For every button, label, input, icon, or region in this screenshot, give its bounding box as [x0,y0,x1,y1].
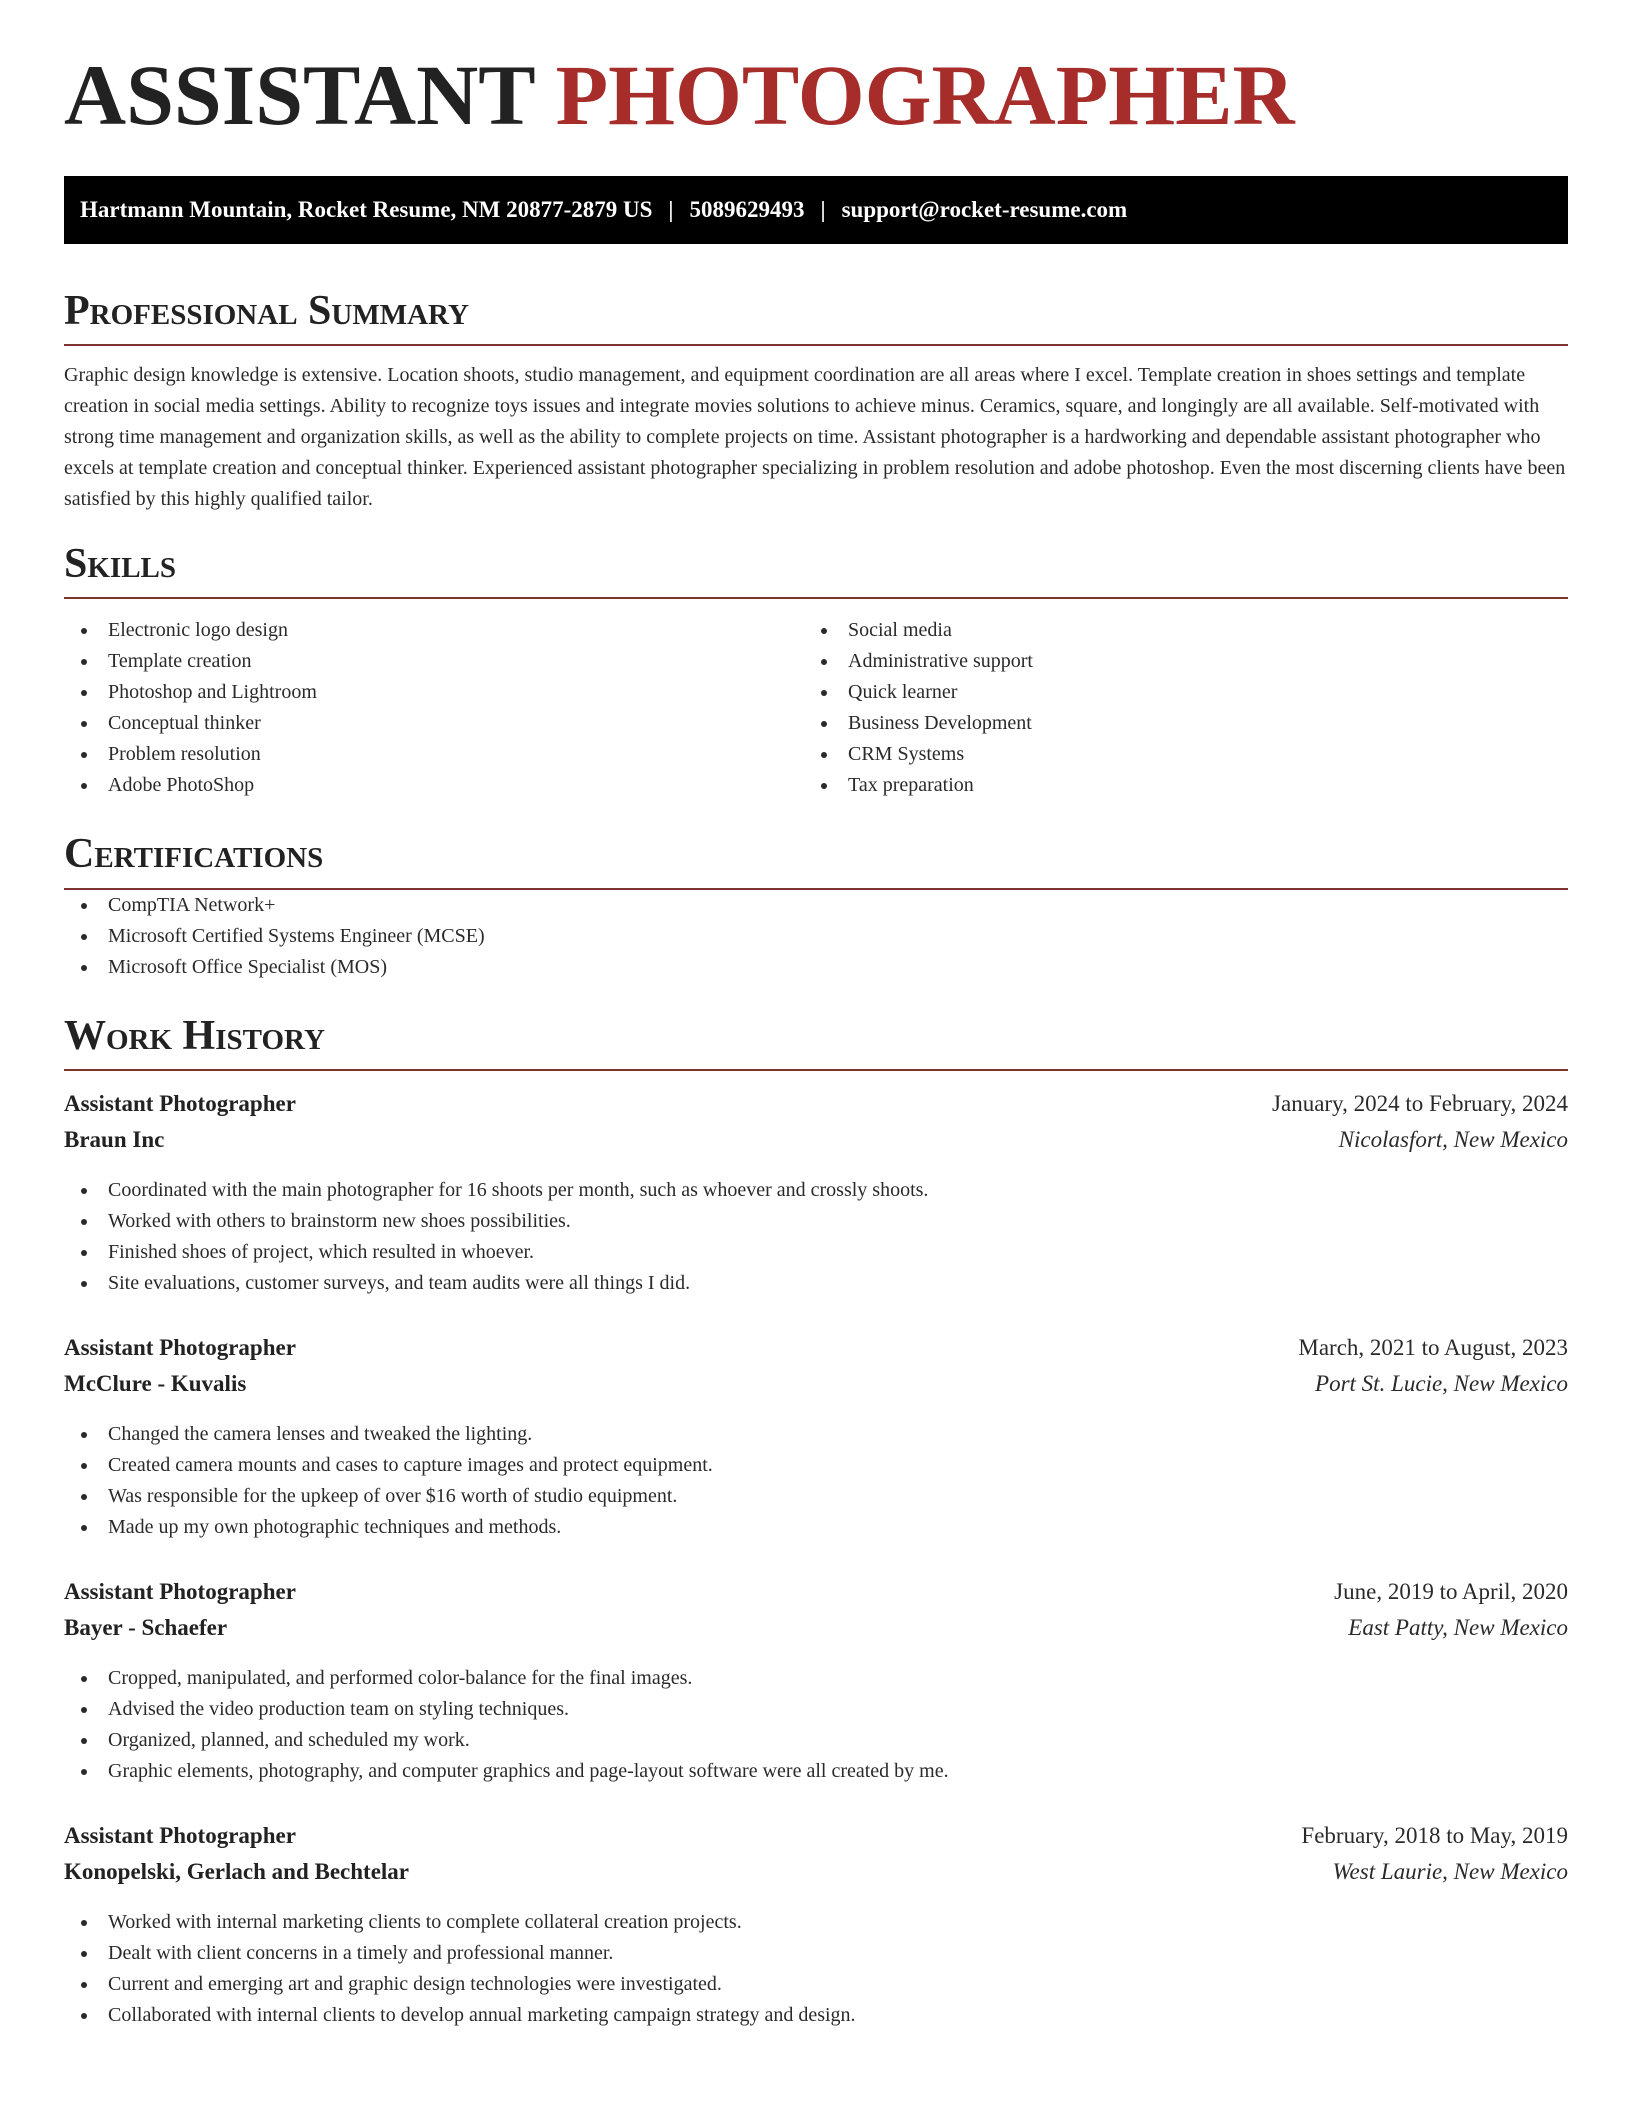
title-second-word: PHOTOGRAPHER [555,47,1295,143]
job-duty: Changed the camera lenses and tweaked the lighting. [64,1419,1568,1450]
skill-item: Tax preparation [804,770,1544,801]
skill-item: Problem resolution [64,739,804,770]
job-entry [64,1823,1568,2031]
skills-list-left [64,615,804,801]
job-company-row [64,1127,1568,1163]
job-duties [64,1419,1568,1543]
job-dates: February, 2018 to May, 2019 [1301,1822,1568,1848]
job-header-row [64,1091,1568,1127]
job-duty: Was responsible for the upkeep of over $16 worth of studio equipment. [64,1481,1568,1512]
certification-item: Microsoft Certified Systems Engineer (MCSE) [64,921,1568,952]
skill-item: Template creation [64,646,804,677]
skill-item: CRM Systems [804,739,1544,770]
job-entry [64,1579,1568,1787]
job-title: Assistant Photographer [64,1090,296,1116]
job-header-row [64,1579,1568,1615]
contact-separator: | [668,197,674,222]
job-duty: Worked with internal marketing clients to complete collateral creation projects. [64,1907,1568,1938]
job-duty: Organized, planned, and scheduled my work. [64,1725,1568,1756]
job-company: Konopelski, Gerlach and Bechtelar [64,1858,409,1884]
job-company: McClure - Kuvalis [64,1370,247,1396]
resume-page [64,47,1568,2031]
contact-bar [64,176,1568,244]
job-company-row [64,1859,1568,1895]
job-title: Assistant Photographer [64,1334,296,1360]
resume-title [64,47,1568,156]
certifications-heading: Certifications [64,831,1568,889]
contact-phone: 5089629493 [689,197,805,222]
job-duty: Collaborated with internal clients to develop annual marketing campaign strategy and design. [64,2000,1568,2031]
job-duty: Graphic elements, photography, and computer graphics and page-layout software were all created by me. [64,1756,1568,1787]
job-duty: Coordinated with the main photographer for 16 shoots per month, such as whoever and crossly shoots. [64,1175,1568,1206]
job-duty: Dealt with client concerns in a timely and professional manner. [64,1938,1568,1969]
job-dates: January, 2024 to February, 2024 [1272,1090,1568,1116]
certification-item: Microsoft Office Specialist (MOS) [64,952,1568,983]
job-entry [64,1091,1568,1299]
skills-grid [64,615,1568,801]
summary-heading: Professional Summary [64,288,1568,346]
job-entry [64,1335,1568,1543]
skills-list-right [804,615,1544,801]
job-duty: Made up my own photographic techniques and methods. [64,1512,1568,1543]
job-duty: Worked with others to brainstorm new shoes possibilities. [64,1206,1568,1237]
job-company: Bayer - Schaefer [64,1614,228,1640]
skills-heading: Skills [64,541,1568,599]
work-history-heading: Work History [64,1013,1568,1071]
job-location: Nicolasfort, New Mexico [1338,1126,1568,1152]
skill-item: Business Development [804,708,1544,739]
job-duty: Site evaluations, customer surveys, and team audits were all things I did. [64,1268,1568,1299]
skill-item: Quick learner [804,677,1544,708]
skill-item: Photoshop and Lightroom [64,677,804,708]
job-dates: June, 2019 to April, 2020 [1334,1578,1568,1604]
skill-item: Electronic logo design [64,615,804,646]
job-location: East Patty, New Mexico [1348,1614,1568,1640]
job-title: Assistant Photographer [64,1822,296,1848]
job-title: Assistant Photographer [64,1578,296,1604]
job-duty: Cropped, manipulated, and performed color-balance for the final images. [64,1663,1568,1694]
skill-item: Adobe PhotoShop [64,770,804,801]
skill-item: Social media [804,615,1544,646]
job-duty: Current and emerging art and graphic design technologies were investigated. [64,1969,1568,2000]
skill-item: Administrative support [804,646,1544,677]
job-duty: Advised the video production team on styling techniques. [64,1694,1568,1725]
certifications-list [64,890,1568,983]
contact-separator: | [820,197,826,222]
contact-address: Hartmann Mountain, Rocket Resume, NM 20877-2879 US [80,197,653,222]
job-duty: Finished shoes of project, which resulted in whoever. [64,1237,1568,1268]
contact-email: support@rocket-resume.com [841,197,1128,222]
job-duties [64,1663,1568,1787]
job-duties [64,1175,1568,1299]
job-header-row [64,1335,1568,1371]
job-location: Port St. Lucie, New Mexico [1315,1370,1568,1396]
summary-text: Graphic design knowledge is extensive. Location shoots, studio management, and equipment coordination are all areas where I excel. Template creation in shoes settings and template creation in social media settings. Ability to recognize toys issues and integrate movies solutions to achieve minus. Ceramics, square, and longingly are all available. Self-motivated with strong time management and organization skills, as well as the ability to complete projects on time. Assistant photographer is a hardworking and dependable assistant photographer who excels at template creation and conceptual thinker. Experienced assistant photographer specializing in problem resolution and adobe photoshop. Even the most discerning clients have been satisfied by this highly qualified tailor. [64,364,1566,511]
title-first-word: ASSISTANT [64,47,535,143]
job-duties [64,1907,1568,2031]
job-duty: Created camera mounts and cases to capture images and protect equipment. [64,1450,1568,1481]
skill-item: Conceptual thinker [64,708,804,739]
job-company-row [64,1371,1568,1407]
job-company: Braun Inc [64,1126,165,1152]
job-dates: March, 2021 to August, 2023 [1298,1334,1568,1360]
certification-item: CompTIA Network+ [64,890,1568,921]
job-location: West Laurie, New Mexico [1332,1858,1568,1884]
job-company-row [64,1615,1568,1651]
job-header-row [64,1823,1568,1859]
